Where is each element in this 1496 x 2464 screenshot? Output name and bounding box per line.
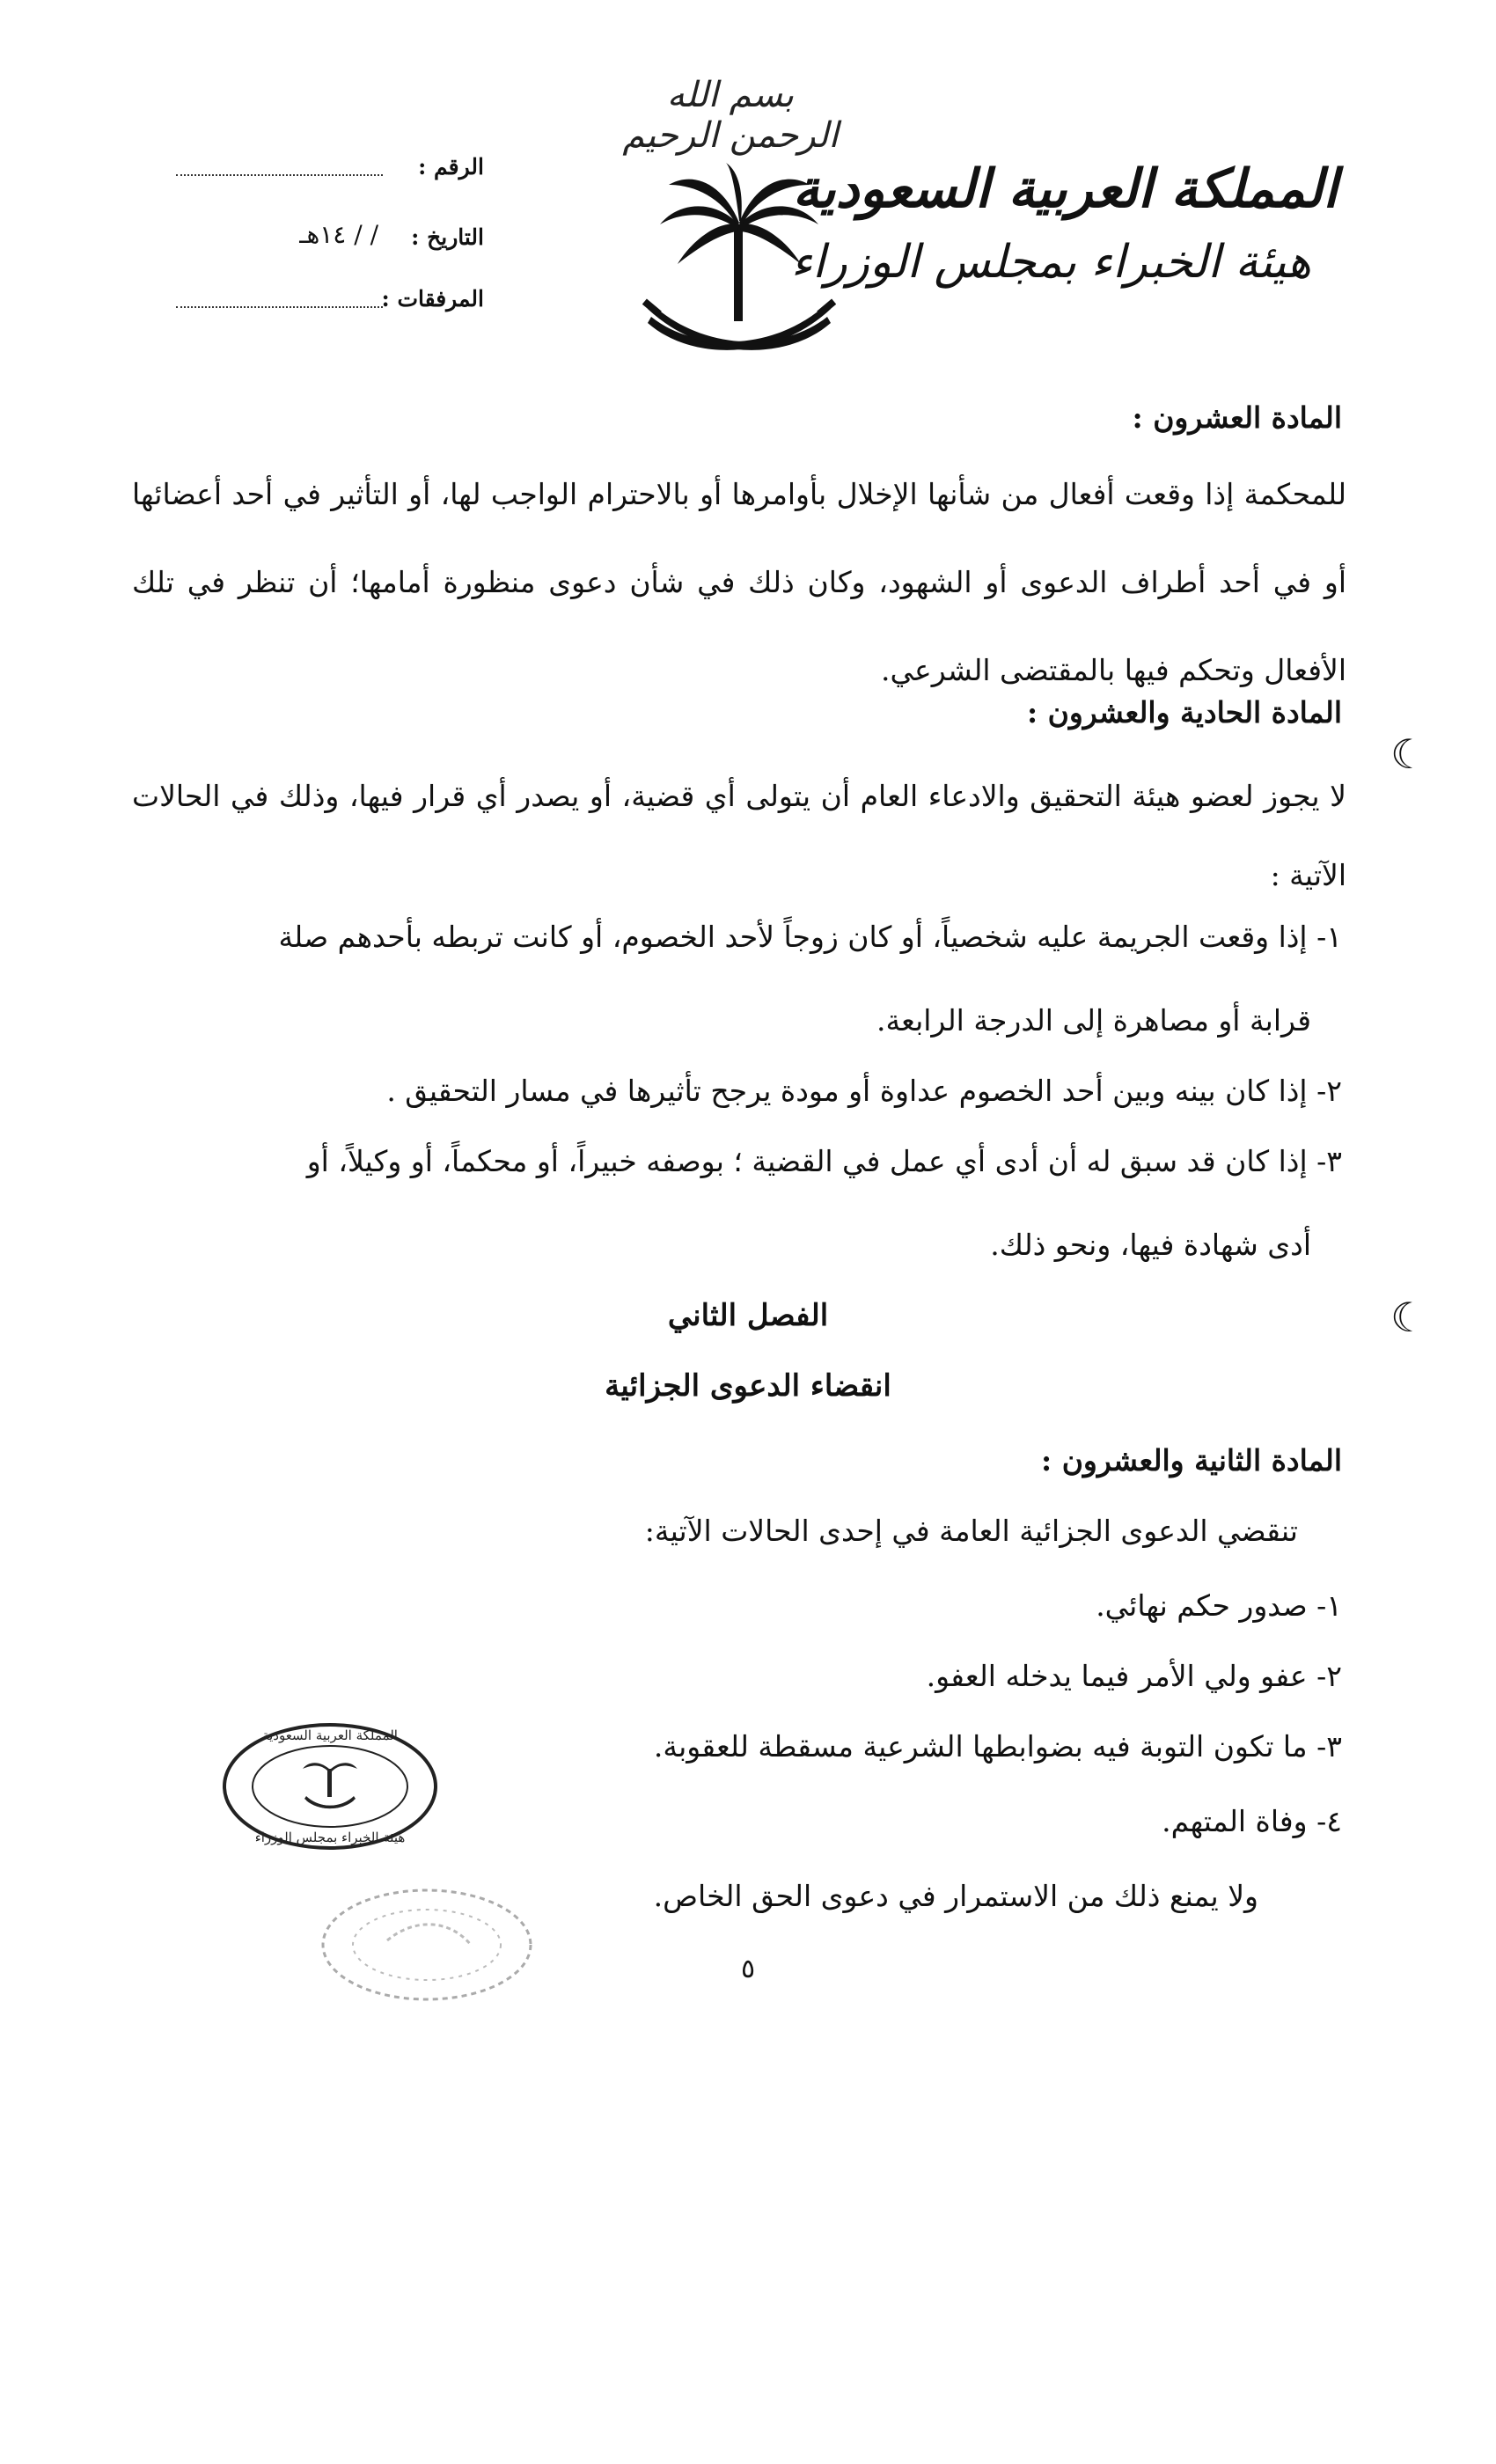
article-21-item-1-continuation: قرابة أو مصاهرة إلى الدرجة الرابعة.	[876, 1003, 1311, 1038]
article-20-paragraph: للمحكمة إذا وقعت أفعال من شأنها الإخلال بأوامرها أو بالاحترام الواجب لها، أو التأثير في أحد أعضائها أو في أحد أطراف الدعوى أو الشهود، وكان ذلك في شأن دعوى منظورة أمامها؛ أن تنظر في تلك الأفعال وتحكم فيها بالمقتضى الشرعي.	[132, 477, 1346, 687]
saudi-palm-swords-emblem-icon	[642, 163, 836, 365]
attachments-label: المرفقات :	[381, 286, 484, 312]
official-seal-stamp-icon	[220, 1720, 440, 1852]
punch-hole-mark: ☾	[1390, 1294, 1427, 1341]
article-22-item-4: ٤- وفاة المتهم.	[1162, 1804, 1342, 1838]
attachments-field-line	[176, 304, 383, 308]
stamp-top-text: المملكة العربية السعودية	[262, 1727, 398, 1743]
article-22-item-3: ٣- ما تكون التوبة فيه بضوابطها الشرعية مسقطة للعقوبة.	[653, 1729, 1342, 1764]
date-label: التاريخ :	[411, 224, 484, 250]
stamp-bottom-text: هيئة الخبراء بمجلس الوزراء	[254, 1830, 406, 1845]
article-21-heading: المادة الحادية والعشرون :	[1026, 695, 1342, 730]
article-22-item-1: ١- صدور حكم نهائي.	[1096, 1588, 1342, 1623]
kingdom-title: المملكة العربية السعودية	[792, 158, 1338, 220]
number-field-line	[176, 172, 383, 176]
chapter-title: الفصل الثاني	[667, 1298, 829, 1333]
council-title: هيئة الخبراء بمجلس الوزراء	[790, 236, 1311, 289]
article-22-closing: ولا يمنع ذلك من الاستمرار في دعوى الحق الخاص.	[653, 1879, 1258, 1913]
article-22-item-2: ٢- عفو ولي الأمر فيما يدخله العفو.	[926, 1659, 1342, 1693]
article-21-item-3: ٣- إذا كان قد سبق له أن أدى أي عمل في القضية ؛ بوصفه خبيراً، أو محكماً، أو وكيلاً، أو	[306, 1144, 1342, 1178]
article-20-heading: المادة العشرون :	[1132, 400, 1342, 435]
article-21-intro: لا يجوز لعضو هيئة التحقيق والادعاء العام أن يتولى أي قضية، أو يصدر أي قرار فيها، وذلك في الحالات الآتية :	[132, 779, 1346, 892]
article-21-item-3-continuation: أدى شهادة فيها، ونحو ذلك.	[990, 1228, 1311, 1262]
chapter-subtitle: انقضاء الدعوى الجزائية	[605, 1368, 891, 1404]
number-label: الرقم :	[418, 154, 484, 180]
article-21-item-1: ١- إذا وقعت الجريمة عليه شخصياً، أو كان زوجاً لأحد الخصوم، أو كانت تربطه بأحدهم صلة	[278, 920, 1342, 954]
article-22-heading: المادة الثانية والعشرون :	[1041, 1443, 1342, 1478]
article-22-intro: تنقضي الدعوى الجزائية العامة في إحدى الحالات الآتية:	[644, 1514, 1298, 1548]
article-21-item-2: ٢- إذا كان بينه وبين أحد الخصوم عداوة أو مودة يرجح تأثيرها في مسار التحقيق .	[386, 1074, 1342, 1108]
faded-stamp-icon	[317, 1883, 537, 2006]
page-number: ٥	[740, 1954, 756, 1984]
basmala: بسم الله الرحمن الرحيم	[622, 75, 839, 156]
punch-hole-mark: ☾	[1390, 730, 1427, 778]
date-value: / / ١٤هـ	[299, 220, 378, 249]
